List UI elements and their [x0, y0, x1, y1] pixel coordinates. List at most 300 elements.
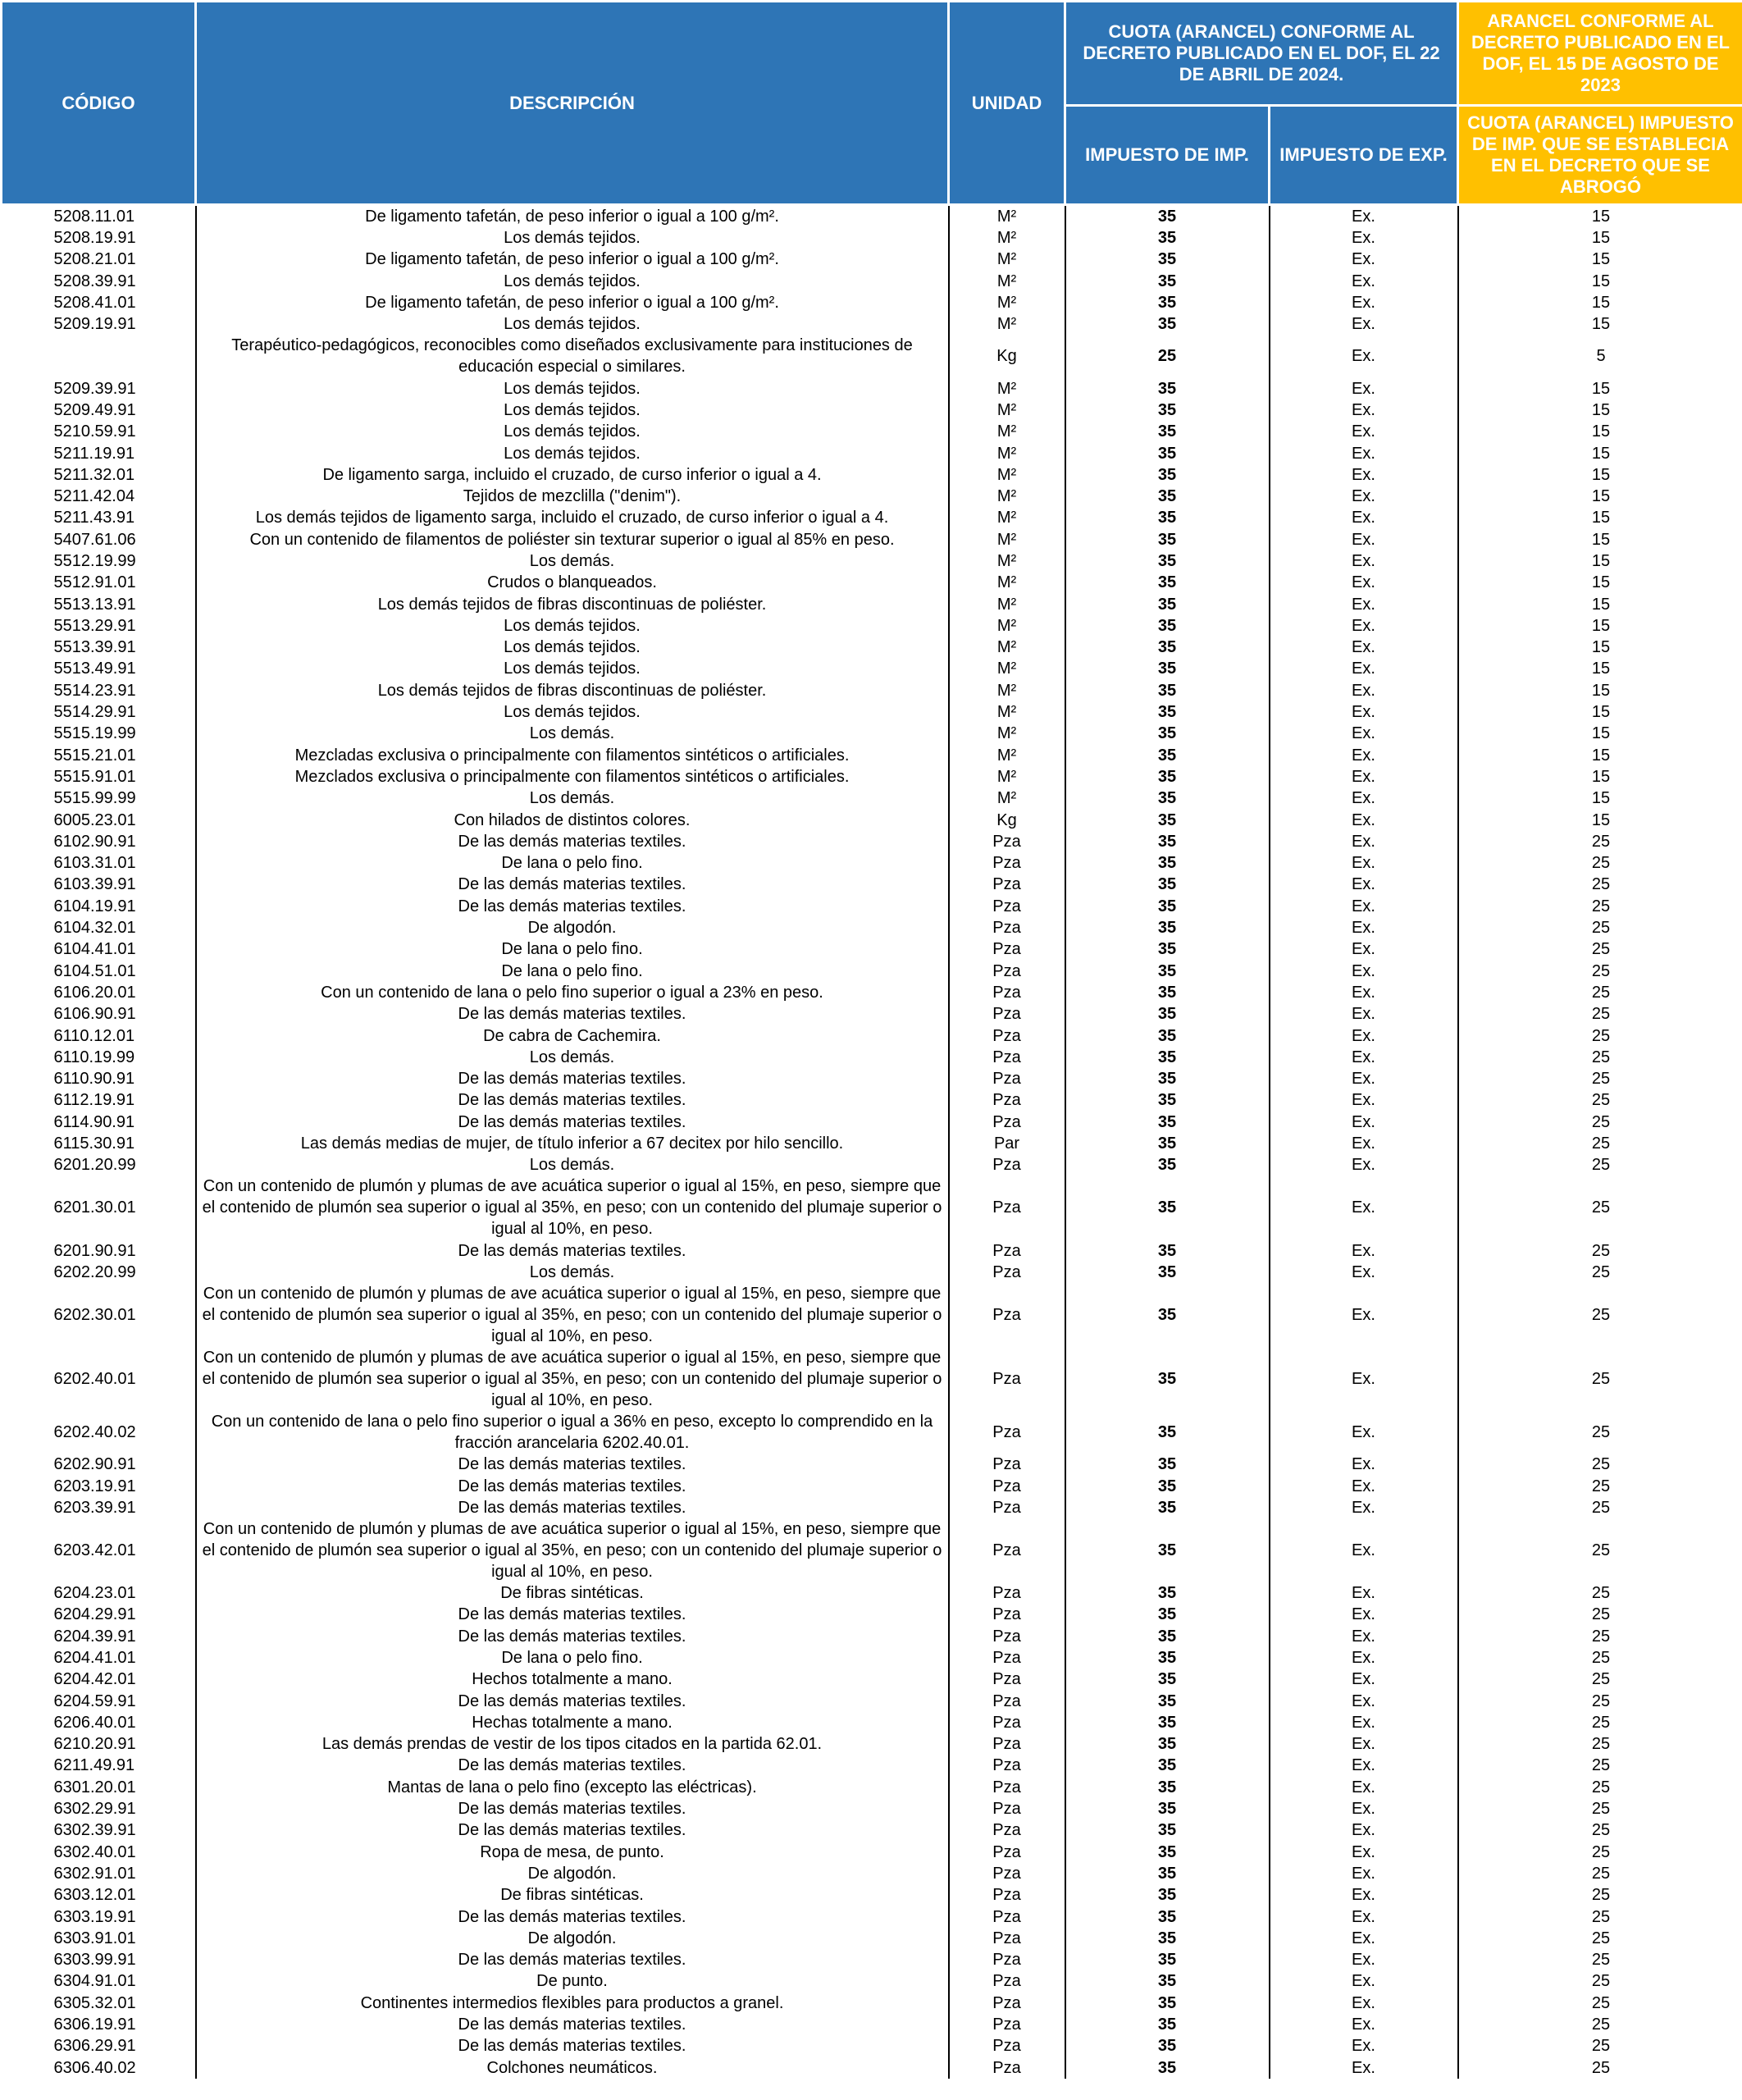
row-codigo: 6204.23.01	[2, 1582, 196, 1604]
row-codigo: 6304.91.01	[2, 1970, 196, 1992]
row-unidad: Pza	[949, 1669, 1065, 1690]
row-cuota-abrogo: 15	[1458, 486, 1742, 507]
row-impuesto-imp: 35	[1065, 917, 1270, 938]
row-cuota-abrogo: 25	[1458, 852, 1742, 874]
row-unidad: Pza	[949, 852, 1065, 874]
row-unidad: Par	[949, 1133, 1065, 1154]
row-descripcion: Con un contenido de filamentos de poliéster sin texturar superior o igual al 85% en peso.	[196, 529, 949, 550]
row-impuesto-exp: Ex.	[1270, 313, 1458, 335]
row-impuesto-imp: 35	[1065, 572, 1270, 593]
row-descripcion: Colchones neumáticos.	[196, 2057, 949, 2078]
row-codigo: 5210.59.91	[2, 421, 196, 442]
table-row	[2, 1176, 1742, 1239]
header-impuesto-imp: IMPUESTO DE IMP.	[1065, 106, 1270, 205]
row-cuota-abrogo: 25	[1458, 1176, 1742, 1239]
row-descripcion: De las demás materias textiles.	[196, 1089, 949, 1111]
row-descripcion: Con un contenido de plumón y plumas de ave acuática superior o igual al 15%, en peso, siempre que el contenido de plumón sea superior o igual al 35%, en peso; con un contenido del plumaje superior o igual al 10%, en peso.	[196, 1283, 949, 1347]
row-cuota-abrogo: 25	[1458, 1112, 1742, 1133]
row-cuota-abrogo: 25	[1458, 1411, 1742, 1454]
row-unidad: M²	[949, 788, 1065, 809]
row-impuesto-imp: 35	[1065, 2057, 1270, 2078]
row-cuota-abrogo: 15	[1458, 745, 1742, 766]
row-impuesto-exp: Ex.	[1270, 227, 1458, 249]
row-cuota-abrogo: 25	[1458, 961, 1742, 982]
row-codigo: 6201.20.99	[2, 1154, 196, 1176]
row-codigo: 6106.90.91	[2, 1003, 196, 1025]
row-descripcion: Los demás.	[196, 723, 949, 744]
table-row	[2, 1239, 1742, 1261]
row-unidad: Pza	[949, 831, 1065, 852]
row-unidad: Pza	[949, 1604, 1065, 1625]
table-row	[2, 486, 1742, 507]
table-row	[2, 1347, 1742, 1411]
row-descripcion: Las demás prendas de vestir de los tipos citados en la partida 62.01.	[196, 1733, 949, 1755]
table-row	[2, 1949, 1742, 1970]
row-codigo: 6202.40.02	[2, 1411, 196, 1454]
row-unidad: Pza	[949, 1047, 1065, 1068]
row-unidad: Pza	[949, 1068, 1065, 1089]
row-impuesto-imp: 35	[1065, 1497, 1270, 1518]
row-impuesto-exp: Ex.	[1270, 1863, 1458, 1884]
row-descripcion: De lana o pelo fino.	[196, 938, 949, 960]
row-impuesto-imp: 35	[1065, 1475, 1270, 1496]
row-cuota-abrogo: 25	[1458, 1262, 1742, 1283]
header-cuota-2024: CUOTA (ARANCEL) CONFORME AL DECRETO PUBLICADO EN EL DOF, EL 22 DE ABRIL DE 2024.	[1065, 2, 1458, 106]
row-descripcion: Los demás tejidos.	[196, 377, 949, 399]
row-impuesto-exp: Ex.	[1270, 1025, 1458, 1046]
row-impuesto-imp: 35	[1065, 249, 1270, 270]
row-unidad: Pza	[949, 1411, 1065, 1454]
row-descripcion: Los demás tejidos de ligamento sarga, incluido el cruzado, de curso inferior o igual a 4.	[196, 507, 949, 528]
row-unidad: Pza	[949, 917, 1065, 938]
row-impuesto-exp: Ex.	[1270, 1112, 1458, 1133]
table-row	[2, 961, 1742, 982]
row-cuota-abrogo: 25	[1458, 1949, 1742, 1970]
row-impuesto-exp: Ex.	[1270, 852, 1458, 874]
row-codigo: 5211.42.04	[2, 486, 196, 507]
row-impuesto-exp: Ex.	[1270, 1582, 1458, 1604]
row-impuesto-exp: Ex.	[1270, 507, 1458, 528]
row-unidad: Pza	[949, 1475, 1065, 1496]
table-row	[2, 1647, 1742, 1669]
row-cuota-abrogo: 25	[1458, 1842, 1742, 1863]
row-descripcion: De las demás materias textiles.	[196, 2014, 949, 2035]
row-impuesto-exp: Ex.	[1270, 874, 1458, 895]
row-descripcion: Los demás.	[196, 1262, 949, 1283]
row-impuesto-exp: Ex.	[1270, 1003, 1458, 1025]
row-codigo: 6303.99.91	[2, 1949, 196, 1970]
row-impuesto-imp: 35	[1065, 831, 1270, 852]
row-impuesto-exp: Ex.	[1270, 486, 1458, 507]
row-impuesto-imp: 35	[1065, 205, 1270, 228]
row-codigo: 6203.42.01	[2, 1518, 196, 1582]
row-impuesto-imp: 35	[1065, 227, 1270, 249]
row-descripcion: De ligamento tafetán, de peso inferior o igual a 100 g/m².	[196, 249, 949, 270]
row-impuesto-imp: 35	[1065, 1133, 1270, 1154]
row-unidad: Pza	[949, 1993, 1065, 2014]
row-unidad: Pza	[949, 1733, 1065, 1755]
table-row	[2, 1777, 1742, 1798]
row-impuesto-exp: Ex.	[1270, 2014, 1458, 2035]
row-impuesto-exp: Ex.	[1270, 961, 1458, 982]
row-impuesto-imp: 35	[1065, 377, 1270, 399]
row-descripcion: Ropa de mesa, de punto.	[196, 1842, 949, 1863]
row-cuota-abrogo: 15	[1458, 615, 1742, 637]
table-row	[2, 982, 1742, 1003]
row-descripcion: De las demás materias textiles.	[196, 1239, 949, 1261]
row-codigo: 6204.59.91	[2, 1690, 196, 1711]
row-codigo: 5208.11.01	[2, 205, 196, 228]
row-cuota-abrogo: 25	[1458, 1755, 1742, 1776]
row-cuota-abrogo: 15	[1458, 701, 1742, 723]
row-impuesto-exp: Ex.	[1270, 1475, 1458, 1496]
row-descripcion: De fibras sintéticas.	[196, 1582, 949, 1604]
row-impuesto-exp: Ex.	[1270, 1347, 1458, 1411]
row-cuota-abrogo: 25	[1458, 1068, 1742, 1089]
row-cuota-abrogo: 25	[1458, 2014, 1742, 2035]
row-unidad: Pza	[949, 1154, 1065, 1176]
table-row	[2, 2035, 1742, 2057]
row-impuesto-exp: Ex.	[1270, 1239, 1458, 1261]
row-descripcion: De lana o pelo fino.	[196, 1647, 949, 1669]
row-cuota-abrogo: 25	[1458, 1347, 1742, 1411]
row-impuesto-exp: Ex.	[1270, 464, 1458, 486]
row-impuesto-imp: 35	[1065, 464, 1270, 486]
row-codigo: 6110.12.01	[2, 1025, 196, 1046]
row-impuesto-exp: Ex.	[1270, 1133, 1458, 1154]
row-unidad: Pza	[949, 961, 1065, 982]
row-impuesto-exp: Ex.	[1270, 1928, 1458, 1949]
row-impuesto-imp: 35	[1065, 852, 1270, 874]
row-descripcion: De las demás materias textiles.	[196, 1112, 949, 1133]
table-row	[2, 550, 1742, 572]
row-impuesto-imp: 35	[1065, 313, 1270, 335]
row-cuota-abrogo: 5	[1458, 335, 1742, 377]
table-row	[2, 809, 1742, 830]
row-descripcion: Los demás tejidos.	[196, 227, 949, 249]
row-codigo: 6204.42.01	[2, 1669, 196, 1690]
row-descripcion: De ligamento tafetán, de peso inferior o igual a 100 g/m².	[196, 205, 949, 228]
row-descripcion: Los demás.	[196, 1154, 949, 1176]
table-row	[2, 874, 1742, 895]
row-descripcion: De punto.	[196, 1970, 949, 1992]
row-impuesto-exp: Ex.	[1270, 2035, 1458, 2057]
row-impuesto-imp: 35	[1065, 2014, 1270, 2035]
row-descripcion: De las demás materias textiles.	[196, 1475, 949, 1496]
table-row	[2, 1283, 1742, 1347]
row-cuota-abrogo: 15	[1458, 442, 1742, 463]
row-impuesto-imp: 35	[1065, 1176, 1270, 1239]
row-cuota-abrogo: 25	[1458, 1003, 1742, 1025]
row-impuesto-exp: Ex.	[1270, 1712, 1458, 1733]
row-impuesto-imp: 35	[1065, 1712, 1270, 1733]
row-descripcion: Mezclados exclusiva o principalmente con filamentos sintéticos o artificiales.	[196, 766, 949, 788]
table-row	[2, 1842, 1742, 1863]
row-codigo: 6114.90.91	[2, 1112, 196, 1133]
row-unidad: M²	[949, 615, 1065, 637]
table-row	[2, 1262, 1742, 1283]
table-row	[2, 831, 1742, 852]
row-impuesto-exp: Ex.	[1270, 1906, 1458, 1927]
row-impuesto-exp: Ex.	[1270, 1733, 1458, 1755]
row-unidad: M²	[949, 486, 1065, 507]
row-impuesto-imp: 35	[1065, 1003, 1270, 1025]
row-impuesto-imp: 35	[1065, 1239, 1270, 1261]
row-impuesto-exp: Ex.	[1270, 377, 1458, 399]
row-impuesto-exp: Ex.	[1270, 1154, 1458, 1176]
row-cuota-abrogo: 25	[1458, 982, 1742, 1003]
row-codigo: 6302.91.01	[2, 1863, 196, 1884]
row-impuesto-exp: Ex.	[1270, 1176, 1458, 1239]
row-cuota-abrogo: 15	[1458, 723, 1742, 744]
row-descripcion: Los demás.	[196, 1047, 949, 1068]
row-cuota-abrogo: 25	[1458, 1906, 1742, 1927]
row-codigo: 6202.20.99	[2, 1262, 196, 1283]
row-codigo: 6203.39.91	[2, 1497, 196, 1518]
row-descripcion: Con un contenido de plumón y plumas de ave acuática superior o igual al 15%, en peso, siempre que el contenido de plumón sea superior o igual al 35%, en peso; con un contenido del plumaje superior o igual al 10%, en peso.	[196, 1176, 949, 1239]
row-unidad: M²	[949, 227, 1065, 249]
table-row	[2, 1112, 1742, 1133]
row-unidad: Pza	[949, 938, 1065, 960]
row-unidad: Pza	[949, 1518, 1065, 1582]
row-codigo: 6302.39.91	[2, 1819, 196, 1841]
table-row	[2, 680, 1742, 701]
row-impuesto-exp: Ex.	[1270, 1755, 1458, 1776]
row-codigo: 6206.40.01	[2, 1712, 196, 1733]
row-unidad: Pza	[949, 1949, 1065, 1970]
row-impuesto-exp: Ex.	[1270, 442, 1458, 463]
row-codigo: 5515.99.99	[2, 788, 196, 809]
table-row	[2, 1411, 1742, 1454]
table-row	[2, 529, 1742, 550]
row-impuesto-exp: Ex.	[1270, 637, 1458, 658]
row-unidad: Pza	[949, 982, 1065, 1003]
row-unidad: M²	[949, 442, 1065, 463]
row-unidad: M²	[949, 464, 1065, 486]
row-unidad: M²	[949, 680, 1065, 701]
row-cuota-abrogo: 25	[1458, 1819, 1742, 1841]
row-impuesto-imp: 35	[1065, 745, 1270, 766]
table-row	[2, 723, 1742, 744]
row-codigo: 5208.41.01	[2, 292, 196, 313]
row-unidad: Pza	[949, 1970, 1065, 1992]
row-codigo: 6103.31.01	[2, 852, 196, 874]
table-row	[2, 2057, 1742, 2078]
row-impuesto-imp: 35	[1065, 788, 1270, 809]
table-row	[2, 1025, 1742, 1046]
table-row	[2, 1906, 1742, 1927]
row-impuesto-imp: 35	[1065, 1025, 1270, 1046]
row-unidad: Pza	[949, 1755, 1065, 1776]
row-impuesto-imp: 35	[1065, 1518, 1270, 1582]
row-impuesto-imp: 35	[1065, 421, 1270, 442]
table-row	[2, 1454, 1742, 1475]
row-cuota-abrogo: 25	[1458, 1475, 1742, 1496]
table-row	[2, 227, 1742, 249]
row-codigo: 5209.49.91	[2, 399, 196, 421]
row-codigo: 6104.41.01	[2, 938, 196, 960]
row-impuesto-exp: Ex.	[1270, 292, 1458, 313]
row-cuota-abrogo: 25	[1458, 1454, 1742, 1475]
row-unidad: Pza	[949, 2014, 1065, 2035]
row-cuota-abrogo: 25	[1458, 1777, 1742, 1798]
table-row	[2, 2014, 1742, 2035]
row-impuesto-exp: Ex.	[1270, 917, 1458, 938]
row-descripcion: De lana o pelo fino.	[196, 961, 949, 982]
row-descripcion: Los demás tejidos de fibras discontinuas de poliéster.	[196, 680, 949, 701]
row-cuota-abrogo: 25	[1458, 938, 1742, 960]
row-codigo: 6201.30.01	[2, 1176, 196, 1239]
row-unidad: Pza	[949, 1112, 1065, 1133]
row-impuesto-imp: 35	[1065, 1842, 1270, 1863]
table-row	[2, 1003, 1742, 1025]
table-row	[2, 1475, 1742, 1496]
row-impuesto-exp: Ex.	[1270, 1970, 1458, 1992]
table-row	[2, 1712, 1742, 1733]
table-row	[2, 917, 1742, 938]
row-codigo: 5407.61.06	[2, 529, 196, 550]
row-impuesto-imp: 35	[1065, 1884, 1270, 1906]
row-cuota-abrogo: 25	[1458, 2035, 1742, 2057]
row-codigo: 5514.29.91	[2, 701, 196, 723]
table-row	[2, 938, 1742, 960]
row-codigo: 5211.19.91	[2, 442, 196, 463]
row-descripcion: De ligamento tafetán, de peso inferior o igual a 100 g/m².	[196, 292, 949, 313]
row-cuota-abrogo: 25	[1458, 1047, 1742, 1068]
row-unidad: M²	[949, 313, 1065, 335]
row-impuesto-exp: Ex.	[1270, 745, 1458, 766]
row-descripcion: De las demás materias textiles.	[196, 1454, 949, 1475]
row-descripcion: Mantas de lana o pelo fino (excepto las eléctricas).	[196, 1777, 949, 1798]
table-row	[2, 1154, 1742, 1176]
table-row	[2, 399, 1742, 421]
row-codigo: 5512.19.99	[2, 550, 196, 572]
row-cuota-abrogo: 25	[1458, 1283, 1742, 1347]
row-descripcion: Con hilados de distintos colores.	[196, 809, 949, 830]
row-unidad: Pza	[949, 1025, 1065, 1046]
table-row	[2, 1626, 1742, 1647]
row-codigo: 6306.40.02	[2, 2057, 196, 2078]
row-unidad: M²	[949, 421, 1065, 442]
table-row	[2, 335, 1742, 377]
row-cuota-abrogo: 25	[1458, 1518, 1742, 1582]
table-row	[2, 1928, 1742, 1949]
row-impuesto-exp: Ex.	[1270, 766, 1458, 788]
row-codigo: 6102.90.91	[2, 831, 196, 852]
row-unidad: M²	[949, 658, 1065, 679]
row-codigo	[2, 335, 196, 377]
row-impuesto-imp: 35	[1065, 292, 1270, 313]
row-unidad: Kg	[949, 809, 1065, 830]
row-cuota-abrogo: 15	[1458, 377, 1742, 399]
row-cuota-abrogo: 15	[1458, 205, 1742, 228]
row-cuota-abrogo: 15	[1458, 572, 1742, 593]
table-row	[2, 788, 1742, 809]
row-descripcion: Los demás.	[196, 550, 949, 572]
row-cuota-abrogo: 25	[1458, 1863, 1742, 1884]
row-impuesto-imp: 35	[1065, 1582, 1270, 1604]
row-codigo: 6201.90.91	[2, 1239, 196, 1261]
row-cuota-abrogo: 15	[1458, 788, 1742, 809]
row-impuesto-imp: 35	[1065, 658, 1270, 679]
row-impuesto-imp: 35	[1065, 1262, 1270, 1283]
row-impuesto-imp: 35	[1065, 271, 1270, 292]
row-descripcion: Con un contenido de plumón y plumas de ave acuática superior o igual al 15%, en peso, siempre que el contenido de plumón sea superior o igual al 35%, en peso; con un contenido del plumaje superior o igual al 10%, en peso.	[196, 1347, 949, 1411]
row-impuesto-exp: Ex.	[1270, 550, 1458, 572]
row-cuota-abrogo: 15	[1458, 550, 1742, 572]
row-cuota-abrogo: 25	[1458, 1133, 1742, 1154]
row-impuesto-imp: 35	[1065, 896, 1270, 917]
row-cuota-abrogo: 25	[1458, 1604, 1742, 1625]
row-impuesto-imp: 35	[1065, 766, 1270, 788]
header-descripcion: DESCRIPCIÓN	[196, 2, 949, 205]
row-impuesto-imp: 35	[1065, 1604, 1270, 1625]
row-codigo: 5209.19.91	[2, 313, 196, 335]
row-impuesto-imp: 35	[1065, 680, 1270, 701]
row-impuesto-imp: 35	[1065, 637, 1270, 658]
header-cuota-abrogo: CUOTA (ARANCEL) IMPUESTO DE IMP. QUE SE ESTABLECIA EN EL DECRETO QUE SE ABROGÓ	[1458, 106, 1742, 205]
table-row	[2, 292, 1742, 313]
row-impuesto-imp: 35	[1065, 809, 1270, 830]
table-row	[2, 205, 1742, 228]
row-unidad: M²	[949, 377, 1065, 399]
row-impuesto-exp: Ex.	[1270, 1411, 1458, 1454]
row-unidad: Pza	[949, 1626, 1065, 1647]
table-row	[2, 464, 1742, 486]
row-unidad: M²	[949, 399, 1065, 421]
row-impuesto-exp: Ex.	[1270, 1626, 1458, 1647]
row-impuesto-exp: Ex.	[1270, 421, 1458, 442]
row-descripcion: Los demás tejidos de fibras discontinuas de poliéster.	[196, 593, 949, 614]
row-unidad: Pza	[949, 1454, 1065, 1475]
row-cuota-abrogo: 15	[1458, 593, 1742, 614]
row-codigo: 6110.19.99	[2, 1047, 196, 1068]
row-codigo: 6303.91.01	[2, 1928, 196, 1949]
row-cuota-abrogo: 25	[1458, 1089, 1742, 1111]
row-codigo: 6202.90.91	[2, 1454, 196, 1475]
row-impuesto-exp: Ex.	[1270, 1262, 1458, 1283]
row-impuesto-exp: Ex.	[1270, 1777, 1458, 1798]
row-unidad: Pza	[949, 1842, 1065, 1863]
row-impuesto-imp: 35	[1065, 1863, 1270, 1884]
row-descripcion: Con un contenido de lana o pelo fino superior o igual a 23% en peso.	[196, 982, 949, 1003]
row-unidad: M²	[949, 292, 1065, 313]
row-impuesto-imp: 35	[1065, 938, 1270, 960]
row-impuesto-exp: Ex.	[1270, 271, 1458, 292]
row-unidad: M²	[949, 745, 1065, 766]
row-codigo: 6306.29.91	[2, 2035, 196, 2057]
row-impuesto-exp: Ex.	[1270, 1884, 1458, 1906]
row-impuesto-imp: 35	[1065, 1777, 1270, 1798]
row-descripcion: Los demás tejidos.	[196, 421, 949, 442]
row-unidad: M²	[949, 249, 1065, 270]
row-cuota-abrogo: 15	[1458, 464, 1742, 486]
row-cuota-abrogo: 15	[1458, 658, 1742, 679]
row-impuesto-exp: Ex.	[1270, 1669, 1458, 1690]
row-descripcion: Los demás tejidos.	[196, 658, 949, 679]
row-impuesto-exp: Ex.	[1270, 399, 1458, 421]
row-impuesto-imp: 35	[1065, 1928, 1270, 1949]
row-unidad: M²	[949, 766, 1065, 788]
row-cuota-abrogo: 25	[1458, 831, 1742, 852]
row-codigo: 5209.39.91	[2, 377, 196, 399]
row-impuesto-imp: 35	[1065, 1733, 1270, 1755]
row-codigo: 6211.49.91	[2, 1755, 196, 1776]
row-impuesto-exp: Ex.	[1270, 1690, 1458, 1711]
table-body	[2, 205, 1742, 2079]
row-descripcion: Los demás tejidos.	[196, 271, 949, 292]
row-descripcion: De las demás materias textiles.	[196, 874, 949, 895]
